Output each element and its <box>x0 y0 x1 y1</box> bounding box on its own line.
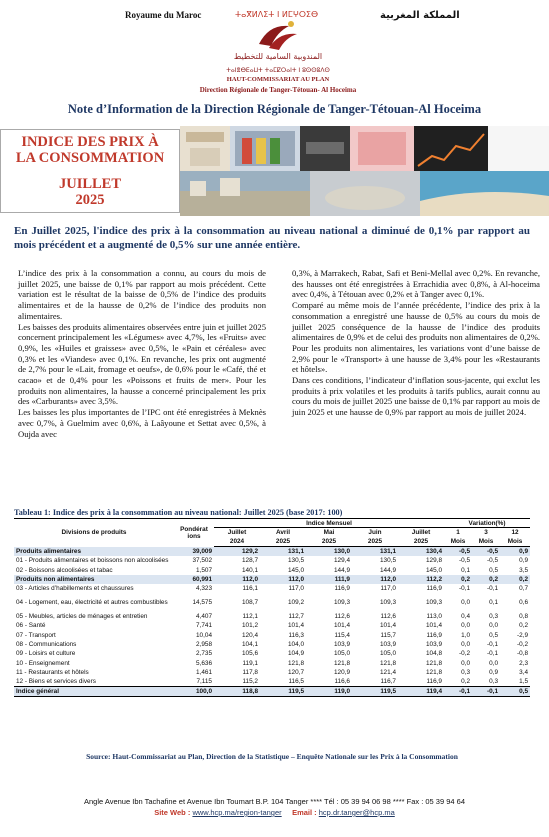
weight-cell: 4,323 <box>196 585 212 593</box>
index-cell: 112,0 <box>214 575 260 584</box>
variation-cell: 0,3 <box>489 678 498 686</box>
variation-cell: 0,0 <box>461 659 470 667</box>
variation-cell: -0,5 <box>486 557 498 565</box>
index-cell: 116,6 <box>334 678 350 686</box>
row-label: Produits non alimentaires <box>14 575 174 584</box>
index-cell: 101,2 <box>242 622 258 630</box>
variation-cell: 0,9 <box>500 547 530 556</box>
index-cell: 140,1 <box>242 566 258 574</box>
table-row <box>14 640 530 649</box>
table-title: Tableau 1: Indice des prix à la consommation au niveau national: Juillet 2025 (base 2017: 100) <box>14 508 343 517</box>
variation-cell: 3,4 <box>519 669 528 677</box>
variation-cell: 0,1 <box>461 566 470 574</box>
index-cell: 121,8 <box>426 659 442 667</box>
index-cell: 130,0 <box>306 547 352 556</box>
site-link[interactable]: www.hcp.ma/region-tanger <box>192 808 282 817</box>
index-cell: 105,6 <box>242 650 258 658</box>
index-cell: 120,9 <box>334 669 350 677</box>
header-variation: Variation(%) <box>444 519 530 528</box>
table-row <box>14 659 530 668</box>
footer-contacts <box>0 808 549 817</box>
variation-cell: 0,2 <box>472 575 500 584</box>
variation-cell: -0,2 <box>458 650 470 658</box>
weight-cell: 14,575 <box>192 599 212 607</box>
hcp-ar: المندوبية السامية للتخطيط <box>233 52 323 61</box>
row-label: 10 - Enseignement <box>16 659 70 667</box>
variation-cell: 0,2 <box>519 622 528 630</box>
variation-cell: -0,5 <box>472 547 500 556</box>
index-cell: 117,8 <box>242 669 258 677</box>
row-label: 01 - Produits alimentaires et boissons non alcoolisées <box>16 557 169 565</box>
index-cell: 101,4 <box>426 622 442 630</box>
index-cell: 116,9 <box>426 585 442 593</box>
index-cell: 116,9 <box>334 585 350 593</box>
row-label: 08 - Communications <box>16 640 77 648</box>
weight-cell: 1,461 <box>196 669 212 677</box>
header-var-unit: Mois <box>472 537 500 546</box>
index-cell: 121,8 <box>380 659 396 667</box>
variation-cell: 0,0 <box>461 622 470 630</box>
variation-cell: -0,1 <box>486 585 498 593</box>
page-header <box>0 0 549 108</box>
header-ponderations: Pondérat ions <box>174 519 214 547</box>
index-cell: 119,0 <box>306 687 352 696</box>
index-cell: 120,7 <box>288 669 304 677</box>
index-cell: 117,0 <box>380 585 396 593</box>
note-title: Note d’Information de la Direction Régionale de Tanger-Tétouan-Al Hoceima <box>67 102 482 116</box>
variation-cell: 0,8 <box>519 612 528 620</box>
index-cell: 119,5 <box>260 687 306 696</box>
group-row <box>14 575 530 584</box>
index-cell: 112,6 <box>334 612 350 620</box>
kingdom-fr: Royaume du Maroc <box>125 10 202 20</box>
variation-cell: 0,5 <box>489 566 498 574</box>
email-label: Email : <box>292 808 317 817</box>
index-cell: 105,0 <box>380 650 396 658</box>
index-cell: 129,4 <box>334 557 350 565</box>
header-year: 2025 <box>306 537 352 546</box>
variation-cell: 0,7 <box>519 585 528 593</box>
variation-cell: -0,1 <box>486 640 498 648</box>
index-cell: 112,1 <box>242 612 258 620</box>
row-label: 04 - Logement, eau, électricité et autres combustibles <box>16 599 168 607</box>
banner-line4: 2025 <box>75 192 105 208</box>
index-cell: 109,3 <box>334 599 350 607</box>
weight-cell: 7,115 <box>196 678 212 686</box>
variation-cell: 0,2 <box>461 678 470 686</box>
variation-cell: 0,0 <box>461 599 470 607</box>
index-cell: 130,4 <box>398 547 444 556</box>
variation-cell: -0,1 <box>458 585 470 593</box>
banner-line2: LA CONSOMMATION <box>15 150 165 166</box>
weight-cell: 37,502 <box>192 557 212 565</box>
source-note: Source: Haut-Commissariat au Plan, Direction de la Statistique – Enquête Nationale sur les Prix à la Consommation <box>86 752 458 761</box>
index-cell: 121,8 <box>334 659 350 667</box>
variation-cell: -0,1 <box>472 687 500 696</box>
index-cell: 113,0 <box>426 612 442 620</box>
index-cell: 104,0 <box>288 640 304 648</box>
banner-line1: INDICE DES PRIX À <box>21 134 159 150</box>
variation-cell: -0,5 <box>458 557 470 565</box>
index-cell: 116,1 <box>242 585 258 593</box>
header-month: Mai <box>323 529 335 537</box>
variation-cell: -0,5 <box>444 547 472 556</box>
header-divisions: Divisions de produits <box>14 519 174 547</box>
index-cell: 104,9 <box>288 650 304 658</box>
direction-name: Direction Régionale de Tanger-Tétouan- Al Hoceima <box>199 86 357 94</box>
site-label: Site Web : <box>154 808 191 817</box>
header-month: Avril <box>276 529 290 537</box>
index-cell: 119,5 <box>352 687 398 696</box>
index-cell: 115,7 <box>380 631 396 639</box>
table-row <box>14 556 530 565</box>
row-label: 09 - Loisirs et culture <box>16 650 76 658</box>
index-cell: 103,9 <box>334 640 350 648</box>
weight-cell: 7,741 <box>196 622 212 630</box>
variation-cell: 0,5 <box>489 631 498 639</box>
header-month: Juillet <box>227 529 247 537</box>
banner-photos <box>180 126 549 216</box>
hcp-logo-icon <box>255 18 301 54</box>
index-cell: 112,0 <box>260 575 306 584</box>
table-row <box>14 630 530 639</box>
variation-cell: 0,0 <box>461 640 470 648</box>
table-row <box>14 565 530 574</box>
index-cell: 101,4 <box>288 622 304 630</box>
weight-cell: 4,407 <box>196 612 212 620</box>
right-paragraph: Comparé au même mois de l’année précédente, l’indice des prix à la consommation a enregistré une hausse de 0,5% au cours du mois de juillet 2025 conséquence de la hausse de l’indice des produits alimentaires de 0,9% et de celui des produits non alimentaires de 0,2%. Pour les produits non alimentaires, les variations vont d’une baisse de 2,9% pour le «Transport» à une hausse de 3,4% pour les «Restaurants et hôtels». <box>292 300 540 375</box>
left-column <box>18 268 266 439</box>
row-label: Produits alimentaires <box>14 547 174 556</box>
index-cell: 116,3 <box>288 631 304 639</box>
header-year: 2024 <box>214 537 260 546</box>
index-cell: 144,9 <box>380 566 396 574</box>
index-cell: 116,7 <box>380 678 396 686</box>
index-cell: 112,6 <box>380 612 396 620</box>
right-column <box>292 268 540 418</box>
right-paragraph: Dans ces conditions, l’indicateur d’inflation sous-jacente, qui exclut les produits à prix volatiles et les produits à tarifs publics, aurait connu au cours du mois de juillet 2025 une baisse de 0,1% par rapport au mois de juin 2025 et une hausse de 0,9% par rapport au mois de juillet 2024. <box>292 375 540 418</box>
variation-cell: 0,3 <box>489 612 498 620</box>
header-var-n: 1 <box>456 529 460 537</box>
table-row <box>14 677 530 686</box>
hcp-tifinagh: ⵜⴰⵏⴻⴱⴹⴰⵡⵜ ⵜⴰⵎⵇⵔⴰⵏⵜ ⵏ ⵓⵙⵙⵓⴷⵙ <box>226 67 330 74</box>
header-var-n: 3 <box>484 529 488 537</box>
left-paragraph: L’indice des prix à la consommation a connu, au cours du mois de juillet 2025, une baisse de 0,1% par rapport au mois précédent. Cette variation est le résultat de la baisse de 0,5% de l’indice des produits alimentaires et de la hausse de 0,2% de l’indice des produits non alimentaires. <box>18 268 266 321</box>
index-cell: 112,2 <box>398 575 444 584</box>
group-row <box>14 547 530 556</box>
header-month: Juillet <box>411 529 431 537</box>
index-cell: 101,4 <box>380 622 396 630</box>
variation-cell: 0,2 <box>444 575 472 584</box>
variation-cell: 0,0 <box>489 622 498 630</box>
row-label: 02 - Boissons alcoolisées et tabac <box>16 566 113 574</box>
variation-cell: 0,5 <box>500 687 530 696</box>
variation-cell: -0,2 <box>516 640 528 648</box>
table-body <box>14 547 530 696</box>
index-cell: 145,0 <box>426 566 442 574</box>
variation-cell: 2,3 <box>519 659 528 667</box>
banner-title <box>0 129 180 213</box>
index-cell: 131,1 <box>260 547 306 556</box>
weight-cell: 100,0 <box>174 687 214 696</box>
header-year: 2025 <box>260 537 306 546</box>
index-cell: 121,8 <box>426 669 442 677</box>
row-label: 11 - Restaurants et hôtels <box>16 669 89 677</box>
kingdom-ar: المملكة المغربية <box>380 10 460 21</box>
weight-cell: 5,636 <box>196 659 212 667</box>
hcp-fr: HAUT-COMMISSARIAT AU PLAN <box>226 76 330 83</box>
index-cell: 109,3 <box>380 599 396 607</box>
index-cell: 109,3 <box>426 599 442 607</box>
row-label: Indice général <box>14 687 174 696</box>
variation-cell: -2,9 <box>516 631 528 639</box>
variation-cell: 1,0 <box>461 631 470 639</box>
variation-cell: 0,3 <box>461 669 470 677</box>
index-cell: 120,4 <box>242 631 258 639</box>
index-cell: 144,9 <box>334 566 350 574</box>
index-cell: 121,4 <box>380 669 396 677</box>
left-paragraph: Les baisses des produits alimentaires observées entre juin et juillet 2025 concernent principalement les «Légumes» avec 4,7%, les «Fruits» avec 0,9%, les «Huiles et graisses» avec 0,5%, le «Pain et céréales» avec 0,3% et les «Viandes» avec 0,1%. En revanche, les prix ont augmenté de 2,7% pour le «Lait, fromage et oeufs», de 0,6% pour le «Café, thé et cacao» et de 0,4% pour les «Poissons et fruits de mer». Pour les produits non alimentaires, la hausse a concerné principalement les prix des «Carburants» avec 3,5%. <box>18 321 266 407</box>
index-cell: 112,7 <box>288 612 304 620</box>
table-row <box>14 584 530 593</box>
index-cell: 131,1 <box>352 547 398 556</box>
index-cell: 116,9 <box>426 631 442 639</box>
variation-cell: 3,5 <box>519 566 528 574</box>
row-label: 07 - Transport <box>16 631 56 639</box>
index-cell: 115,4 <box>334 631 350 639</box>
email-link[interactable]: hcp.dr.tanger@hcp.ma <box>318 808 395 817</box>
banner-line3: JUILLET <box>58 176 122 192</box>
index-cell: 115,2 <box>242 678 258 686</box>
index-cell: 105,0 <box>334 650 350 658</box>
variation-cell: -0,8 <box>516 650 528 658</box>
table-row <box>14 594 530 612</box>
variation-cell: 0,0 <box>489 659 498 667</box>
total-row <box>14 687 530 696</box>
variation-cell: -0,1 <box>486 650 498 658</box>
variation-cell: 0,2 <box>500 575 530 584</box>
index-cell: 130,5 <box>288 557 304 565</box>
index-cell: 129,2 <box>214 547 260 556</box>
left-paragraph: Les baisses les plus importantes de l’IPC ont été enregistrées à Meknès avec 0,7%, à Guelmim avec 0,6%, à Laâyoune et Settat avec 0,5%, à Oujda avec <box>18 407 266 439</box>
footer-address: Angle Avenue Ibn Tachafine et Avenue Ibn Toumart B.P. 104 Tanger **** Tél : 05 39 94 06 98 **** Fax : 05 39 94 64 <box>84 797 465 806</box>
body-columns <box>14 268 540 508</box>
index-cell: 111,9 <box>306 575 352 584</box>
index-cell: 116,9 <box>426 678 442 686</box>
header-var-n: 12 <box>511 529 519 537</box>
variation-cell: 0,6 <box>519 599 528 607</box>
index-cell: 101,4 <box>334 622 350 630</box>
weight-cell: 39,009 <box>174 547 214 556</box>
index-cell: 118,8 <box>214 687 260 696</box>
index-cell: 128,7 <box>242 557 258 565</box>
header-var-unit: Mois <box>500 537 530 546</box>
variation-cell: -0,1 <box>444 687 472 696</box>
table-row <box>14 668 530 677</box>
header-year: 2025 <box>352 537 398 546</box>
row-label: 12 - Biens et services divers <box>16 678 96 686</box>
weight-cell: 10,04 <box>196 631 212 639</box>
index-cell: 104,8 <box>426 650 442 658</box>
index-cell: 103,9 <box>380 640 396 648</box>
cpi-table <box>14 518 530 697</box>
index-cell: 116,5 <box>288 678 304 686</box>
variation-cell: 1,5 <box>519 678 528 686</box>
header-month: Juin <box>368 529 382 537</box>
variation-cell: 0,1 <box>489 599 498 607</box>
banner <box>0 126 549 216</box>
index-cell: 104,1 <box>242 640 258 648</box>
table-row <box>14 649 530 658</box>
variation-cell: 0,9 <box>519 557 528 565</box>
right-paragraph: 0,3%, à Marrakech, Rabat, Safi et Beni-Mellal avec 0,2%. En revanche, des hausses ont été enregistrées à Errachidia avec 0,8%, à Al-hoceima avec 0,4%, à Tétouan avec 0,2% et à Tanger avec 0,1%. <box>292 268 540 300</box>
index-cell: 121,8 <box>288 659 304 667</box>
header-indice: Indice Mensuel <box>214 519 444 528</box>
index-cell: 103,9 <box>426 640 442 648</box>
variation-cell: 0,4 <box>461 612 470 620</box>
weight-cell: 2,958 <box>196 640 212 648</box>
weight-cell: 60,991 <box>174 575 214 584</box>
header-var-unit: Mois <box>444 537 472 546</box>
table-row <box>14 612 530 621</box>
index-cell: 109,2 <box>288 599 304 607</box>
weight-cell: 1,507 <box>196 566 212 574</box>
row-label: 03 - Articles d’habillements et chaussures <box>16 585 134 593</box>
index-cell: 119,4 <box>398 687 444 696</box>
header-year: 2025 <box>398 537 444 546</box>
kingdom-tifinagh: ⵜⴰⴳⵍⴷⵉⵜ ⵏ ⵍⵎⵖⵔⵉⴱ <box>235 10 319 19</box>
row-label: 05 - Meubles, articles de ménages et entretien <box>16 612 148 620</box>
index-cell: 130,5 <box>380 557 396 565</box>
index-cell: 129,8 <box>426 557 442 565</box>
index-cell: 117,0 <box>288 585 304 593</box>
index-cell: 108,7 <box>242 599 258 607</box>
index-cell: 112,0 <box>352 575 398 584</box>
weight-cell: 2,735 <box>196 650 212 658</box>
variation-cell: 0,9 <box>489 669 498 677</box>
index-cell: 145,0 <box>288 566 304 574</box>
index-cell: 119,1 <box>242 659 258 667</box>
table-row <box>14 621 530 630</box>
row-label: 06 - Santé <box>16 622 46 630</box>
lede-paragraph: En Juillet 2025, l'indice des prix à la consommation au niveau national a diminué de 0,1% par rapport au mois précédent et a augmenté de 0,5% sur une année entière. <box>14 225 530 251</box>
